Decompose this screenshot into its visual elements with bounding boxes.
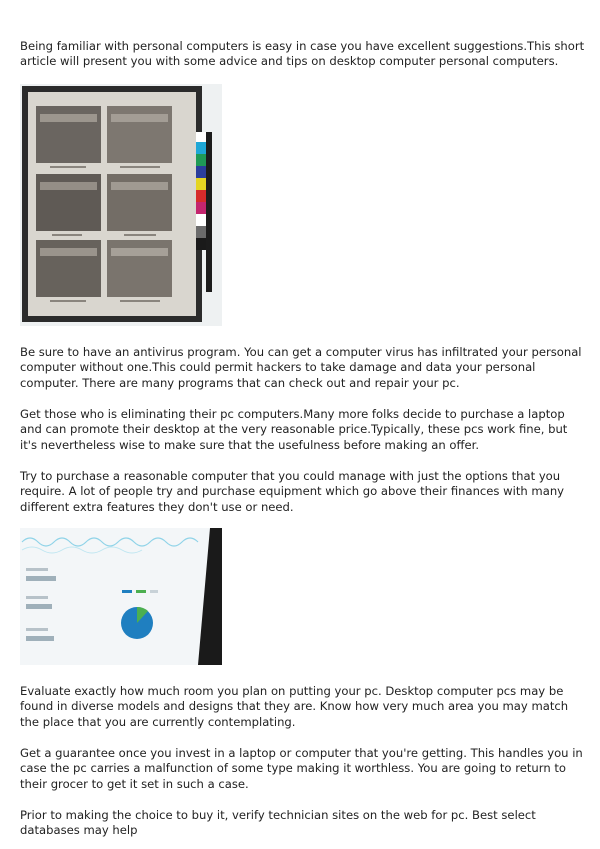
paragraph-6: Get a guarantee once you invest in a laptop or computer that you're getting. This handles you in case the pc carries a malfunction of some type making it worthless. You are going to return to their grocer to get it set in such a case.	[20, 746, 583, 791]
analytics-dashboard-image	[20, 528, 222, 665]
office-photo-album-image	[20, 84, 222, 326]
paragraph-7: Prior to making the choice to buy it, verify technician sites on the web for pc. Best select databases may help	[20, 808, 536, 838]
paragraph-3: Get those who is eliminating their pc computers.Many more folks decide to purchase a laptop and can promote their desktop at the very reasonable price.Typically, these pcs work fine, but it's nevertheless wise to make sure that the usefulness before making an offer.	[20, 407, 568, 452]
dashboard-illustration	[20, 528, 222, 665]
paragraph-2: Be sure to have an antivirus program. You can get a computer virus has infiltrated your personal computer without one.This could permit hackers to take damage and data your personal computer. There are many programs that can check out and repair your pc.	[20, 345, 582, 390]
album-illustration	[20, 84, 222, 326]
paragraph-5: Evaluate exactly how much room you plan on putting your pc. Desktop computer pcs may be found in diverse models and designs that they are. Know how very much area you may match the place that you are currently contemplating.	[20, 684, 569, 729]
paragraph-4: Try to purchase a reasonable computer that you could manage with just the options that you require. A lot of people try and purchase equipment which go above their finances with many different extra features they don't use or need.	[20, 469, 565, 514]
paragraph-1: Being familiar with personal computers is easy in case you have excellent suggestions.This short article will present you with some advice and tips on desktop computer personal computers.	[20, 39, 585, 69]
